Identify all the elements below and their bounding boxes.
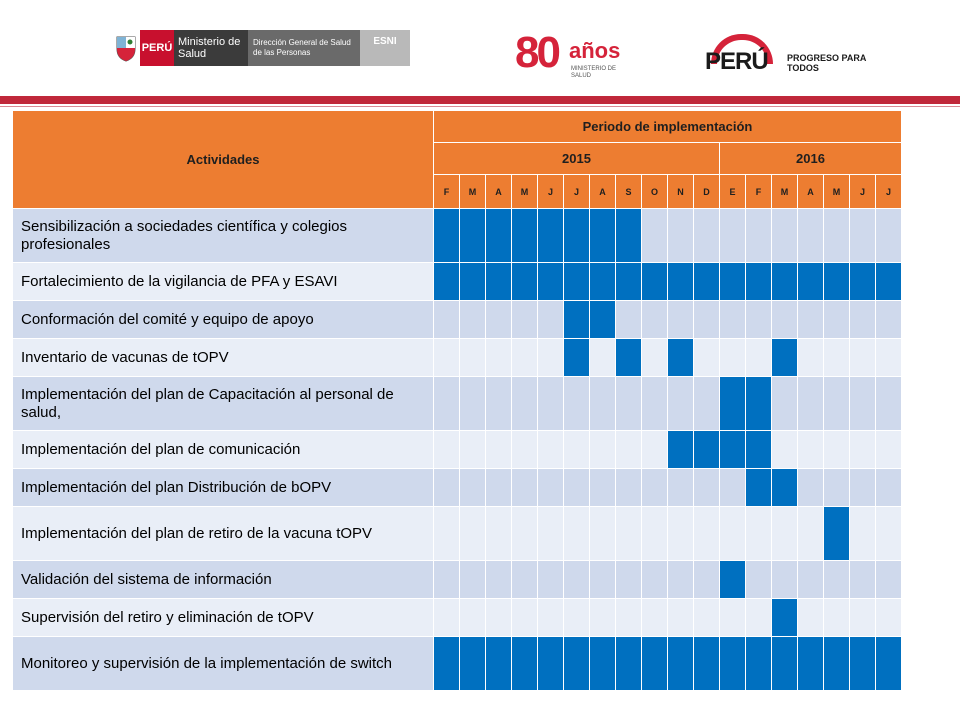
schedule-cell — [460, 301, 486, 339]
schedule-cell — [512, 507, 538, 561]
schedule-cell — [434, 431, 460, 469]
schedule-cell — [564, 469, 590, 507]
schedule-cell — [668, 469, 694, 507]
schedule-cell — [512, 561, 538, 599]
schedule-cell — [876, 377, 902, 431]
schedule-cell — [746, 339, 772, 377]
activity-label: Supervisión del retiro y eliminación de tOPV — [13, 599, 434, 637]
schedule-cell — [876, 431, 902, 469]
schedule-cell-active — [720, 561, 746, 599]
schedule-cell — [876, 301, 902, 339]
schedule-cell — [642, 431, 668, 469]
schedule-cell — [720, 599, 746, 637]
month-header: A — [486, 175, 512, 209]
schedule-cell — [694, 339, 720, 377]
schedule-cell-active — [850, 637, 876, 691]
schedule-cell — [772, 377, 798, 431]
year-header: 2016 — [720, 143, 902, 175]
month-header: M — [824, 175, 850, 209]
schedule-cell — [642, 339, 668, 377]
schedule-cell — [850, 469, 876, 507]
schedule-cell — [564, 507, 590, 561]
activity-label: Implementación del plan de comunicación — [13, 431, 434, 469]
schedule-cell-active — [746, 377, 772, 431]
schedule-cell — [694, 507, 720, 561]
schedule-cell — [486, 339, 512, 377]
peru-brand-word: PERÚ — [705, 48, 768, 75]
schedule-cell — [538, 561, 564, 599]
month-header: F — [746, 175, 772, 209]
coat-of-arms-icon — [112, 30, 140, 66]
peru-slogan: PROGRESO PARA TODOS — [787, 53, 867, 73]
logo-direccion-label: Dirección General de Salud de las Personas — [248, 30, 360, 66]
anniversary-word: años — [569, 38, 621, 63]
schedule-cell-active — [824, 263, 850, 301]
schedule-cell-active — [616, 209, 642, 263]
month-header: M — [512, 175, 538, 209]
schedule-cell — [720, 339, 746, 377]
schedule-cell-active — [772, 263, 798, 301]
schedule-cell — [824, 599, 850, 637]
anniversary-logo — [513, 28, 621, 84]
schedule-cell — [850, 431, 876, 469]
table-row — [13, 301, 902, 339]
schedule-cell — [746, 209, 772, 263]
schedule-cell — [642, 469, 668, 507]
table-row — [13, 209, 902, 263]
schedule-cell-active — [720, 637, 746, 691]
month-header: M — [460, 175, 486, 209]
schedule-cell-active — [512, 263, 538, 301]
activity-label: Inventario de vacunas de tOPV — [13, 339, 434, 377]
schedule-cell — [876, 507, 902, 561]
schedule-cell — [616, 301, 642, 339]
month-header: O — [642, 175, 668, 209]
minsa-logo — [112, 30, 410, 66]
schedule-cell — [616, 507, 642, 561]
schedule-cell-active — [746, 637, 772, 691]
schedule-cell — [590, 377, 616, 431]
schedule-cell — [538, 377, 564, 431]
schedule-cell-active — [720, 377, 746, 431]
activity-label: Fortalecimiento de la vigilancia de PFA y ESAVI — [13, 263, 434, 301]
schedule-cell — [538, 301, 564, 339]
table-row — [13, 339, 902, 377]
schedule-cell — [694, 561, 720, 599]
schedule-cell — [824, 339, 850, 377]
schedule-cell — [434, 469, 460, 507]
month-header: E — [720, 175, 746, 209]
schedule-cell — [538, 599, 564, 637]
schedule-cell — [850, 301, 876, 339]
schedule-cell-active — [564, 339, 590, 377]
schedule-cell — [798, 599, 824, 637]
month-header: J — [850, 175, 876, 209]
header-logos — [0, 0, 960, 92]
activity-label: Implementación del plan de Capacitación al personal de salud, — [13, 377, 434, 431]
schedule-cell — [850, 209, 876, 263]
schedule-cell-active — [746, 263, 772, 301]
activity-label: Validación del sistema de información — [13, 561, 434, 599]
schedule-cell — [460, 431, 486, 469]
month-header: M — [772, 175, 798, 209]
schedule-cell-active — [590, 209, 616, 263]
schedule-cell-active — [720, 263, 746, 301]
schedule-cell — [642, 599, 668, 637]
schedule-cell-active — [460, 209, 486, 263]
schedule-cell — [798, 431, 824, 469]
logo-peru-label: PERÚ — [140, 30, 174, 66]
schedule-cell — [746, 507, 772, 561]
schedule-cell — [564, 561, 590, 599]
schedule-cell-active — [694, 431, 720, 469]
schedule-cell-active — [642, 637, 668, 691]
schedule-cell — [486, 301, 512, 339]
schedule-cell — [642, 507, 668, 561]
schedule-cell-active — [564, 209, 590, 263]
schedule-cell-active — [590, 301, 616, 339]
month-header: F — [434, 175, 460, 209]
schedule-cell — [746, 599, 772, 637]
schedule-cell-active — [616, 263, 642, 301]
schedule-cell — [824, 301, 850, 339]
schedule-cell — [486, 431, 512, 469]
table-row — [13, 637, 902, 691]
month-header: D — [694, 175, 720, 209]
schedule-cell — [512, 377, 538, 431]
schedule-cell-active — [824, 507, 850, 561]
month-header: A — [590, 175, 616, 209]
schedule-cell-active — [434, 637, 460, 691]
schedule-cell — [486, 377, 512, 431]
implementation-schedule-table — [12, 110, 902, 691]
schedule-cell — [876, 599, 902, 637]
schedule-cell — [460, 339, 486, 377]
schedule-cell — [512, 469, 538, 507]
schedule-cell — [798, 561, 824, 599]
schedule-cell — [798, 209, 824, 263]
schedule-cell — [512, 431, 538, 469]
table-row — [13, 561, 902, 599]
schedule-cell-active — [616, 339, 642, 377]
schedule-cell — [720, 507, 746, 561]
schedule-cell-active — [772, 339, 798, 377]
schedule-cell — [668, 301, 694, 339]
schedule-cell-active — [772, 599, 798, 637]
schedule-cell — [538, 431, 564, 469]
schedule-cell-active — [694, 263, 720, 301]
schedule-cell — [720, 469, 746, 507]
schedule-cell-active — [798, 263, 824, 301]
schedule-cell-active — [850, 263, 876, 301]
schedule-cell-active — [668, 637, 694, 691]
schedule-cell — [512, 339, 538, 377]
schedule-cell-active — [486, 637, 512, 691]
schedule-cell — [486, 469, 512, 507]
schedule-cell — [850, 507, 876, 561]
schedule-cell — [798, 377, 824, 431]
schedule-cell — [434, 561, 460, 599]
schedule-cell — [850, 561, 876, 599]
schedule-cell-active — [486, 263, 512, 301]
schedule-cell-active — [512, 637, 538, 691]
schedule-cell — [460, 561, 486, 599]
schedule-cell — [460, 507, 486, 561]
table-row — [13, 431, 902, 469]
logo-esni-label: ESNI — [360, 30, 410, 66]
schedule-cell — [434, 377, 460, 431]
schedule-cell — [564, 431, 590, 469]
schedule-cell — [642, 301, 668, 339]
schedule-cell — [694, 469, 720, 507]
schedule-cell-active — [434, 263, 460, 301]
schedule-cell — [746, 301, 772, 339]
table-row — [13, 263, 902, 301]
schedule-cell — [798, 339, 824, 377]
schedule-cell-active — [746, 431, 772, 469]
schedule-cell — [720, 301, 746, 339]
schedule-cell — [746, 561, 772, 599]
schedule-cell — [590, 431, 616, 469]
table-row — [13, 599, 902, 637]
schedule-cell-active — [824, 637, 850, 691]
schedule-cell — [512, 599, 538, 637]
schedule-cell — [668, 599, 694, 637]
schedule-cell — [824, 377, 850, 431]
schedule-cell — [616, 431, 642, 469]
month-header: N — [668, 175, 694, 209]
schedule-cell — [564, 599, 590, 637]
schedule-cell — [460, 469, 486, 507]
schedule-cell-active — [486, 209, 512, 263]
month-header: J — [564, 175, 590, 209]
schedule-cell — [824, 561, 850, 599]
schedule-cell-active — [538, 209, 564, 263]
schedule-cell — [824, 209, 850, 263]
schedule-cell-active — [668, 431, 694, 469]
schedule-cell — [616, 469, 642, 507]
schedule-cell — [512, 301, 538, 339]
schedule-cell-active — [460, 637, 486, 691]
schedule-cell — [538, 469, 564, 507]
month-header: J — [876, 175, 902, 209]
schedule-cell — [486, 599, 512, 637]
schedule-cell — [798, 301, 824, 339]
schedule-cell-active — [694, 637, 720, 691]
schedule-cell-active — [590, 263, 616, 301]
activity-label: Implementación del plan de retiro de la vacuna tOPV — [13, 507, 434, 561]
schedule-cell — [616, 561, 642, 599]
schedule-cell — [772, 209, 798, 263]
schedule-cell — [668, 209, 694, 263]
schedule-cell — [772, 431, 798, 469]
schedule-cell — [824, 431, 850, 469]
month-header: A — [798, 175, 824, 209]
period-header: Periodo de implementación — [434, 111, 902, 143]
schedule-cell — [486, 561, 512, 599]
schedule-cell — [876, 469, 902, 507]
schedule-cell-active — [434, 209, 460, 263]
schedule-cell — [460, 377, 486, 431]
schedule-cell — [564, 377, 590, 431]
schedule-cell — [460, 599, 486, 637]
schedule-cell — [824, 469, 850, 507]
schedule-cell — [642, 561, 668, 599]
month-header: S — [616, 175, 642, 209]
activities-header: Actividades — [13, 111, 434, 209]
table-row — [13, 469, 902, 507]
month-header: J — [538, 175, 564, 209]
schedule-cell — [668, 561, 694, 599]
schedule-cell — [538, 507, 564, 561]
schedule-cell-active — [668, 263, 694, 301]
schedule-cell — [590, 469, 616, 507]
schedule-cell — [694, 301, 720, 339]
table-row — [13, 377, 902, 431]
schedule-cell — [642, 209, 668, 263]
schedule-cell — [876, 561, 902, 599]
schedule-cell — [434, 339, 460, 377]
header-divider-line — [0, 106, 960, 107]
schedule-cell-active — [564, 301, 590, 339]
schedule-cell-active — [746, 469, 772, 507]
table-row — [13, 507, 902, 561]
schedule-cell-active — [512, 209, 538, 263]
schedule-cell-active — [642, 263, 668, 301]
schedule-cell — [668, 377, 694, 431]
schedule-cell — [486, 507, 512, 561]
schedule-cell — [694, 377, 720, 431]
schedule-cell-active — [564, 263, 590, 301]
schedule-cell-active — [590, 637, 616, 691]
schedule-cell — [616, 377, 642, 431]
schedule-cell-active — [668, 339, 694, 377]
schedule-cell — [434, 599, 460, 637]
schedule-cell — [590, 561, 616, 599]
schedule-cell-active — [538, 637, 564, 691]
activity-label: Monitoreo y supervisión de la implementación de switch — [13, 637, 434, 691]
logo-ministerio-label: Ministerio de Salud — [174, 30, 248, 66]
schedule-cell — [668, 507, 694, 561]
schedule-cell — [590, 339, 616, 377]
schedule-cell — [616, 599, 642, 637]
schedule-cell — [850, 599, 876, 637]
activity-label: Sensibilización a sociedades científica y colegios profesionales — [13, 209, 434, 263]
schedule-cell-active — [616, 637, 642, 691]
schedule-cell — [772, 301, 798, 339]
schedule-cell — [590, 507, 616, 561]
schedule-cell — [694, 209, 720, 263]
schedule-cell — [538, 339, 564, 377]
schedule-cell-active — [876, 263, 902, 301]
schedule-cell-active — [564, 637, 590, 691]
anniversary-sub: MINISTERIO DE SALUD — [571, 66, 617, 79]
schedule-cell — [876, 209, 902, 263]
schedule-cell — [590, 599, 616, 637]
schedule-cell — [434, 301, 460, 339]
schedule-cell-active — [720, 431, 746, 469]
schedule-cell-active — [460, 263, 486, 301]
schedule-cell-active — [772, 637, 798, 691]
year-header: 2015 — [434, 143, 720, 175]
schedule-cell — [772, 561, 798, 599]
activity-label: Implementación del plan Distribución de bOPV — [13, 469, 434, 507]
schedule-cell-active — [538, 263, 564, 301]
schedule-cell — [694, 599, 720, 637]
schedule-cell-active — [772, 469, 798, 507]
schedule-cell-active — [876, 637, 902, 691]
schedule-cell — [434, 507, 460, 561]
anniversary-number: 80 — [515, 28, 558, 77]
schedule-cell — [850, 377, 876, 431]
activity-label: Conformación del comité y equipo de apoyo — [13, 301, 434, 339]
schedule-cell — [798, 507, 824, 561]
schedule-cell — [876, 339, 902, 377]
schedule-cell — [642, 377, 668, 431]
schedule-cell — [850, 339, 876, 377]
schedule-cell — [798, 469, 824, 507]
schedule-cell-active — [798, 637, 824, 691]
schedule-cell — [772, 507, 798, 561]
header-divider — [0, 96, 960, 104]
schedule-cell — [720, 209, 746, 263]
